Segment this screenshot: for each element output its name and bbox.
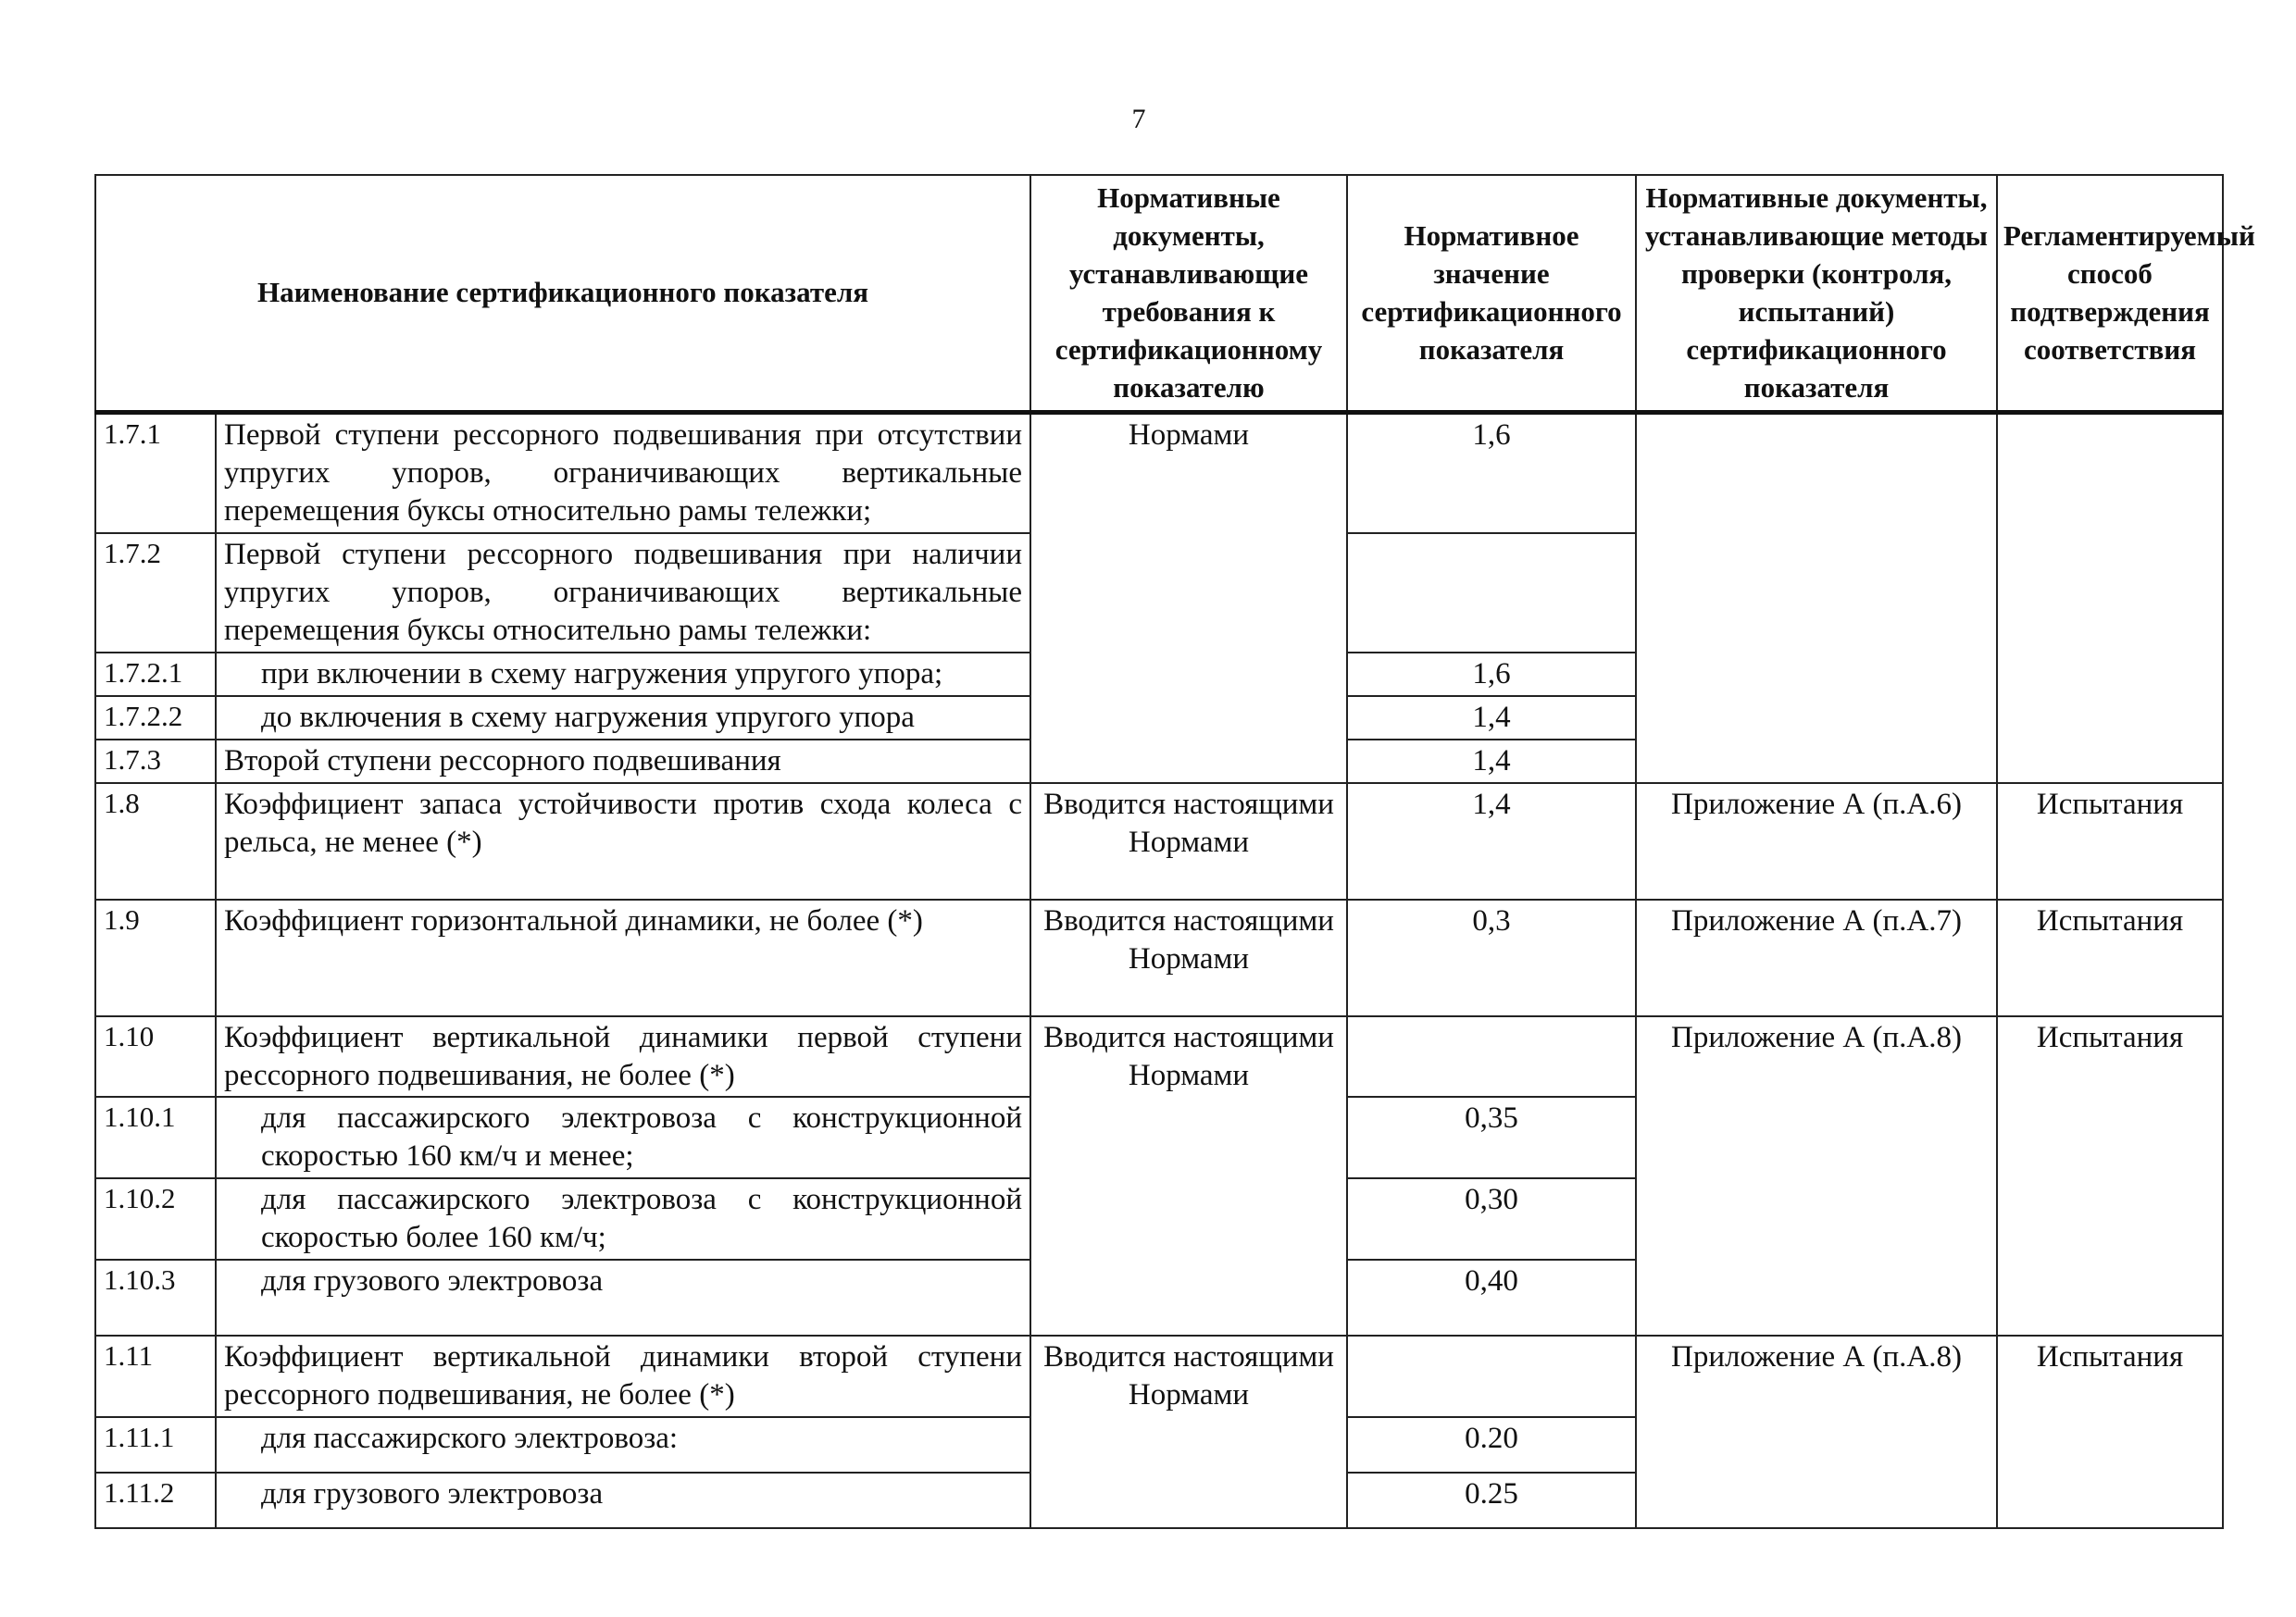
header-method-docs: Нормативные документы, устанавливающие методы проверки (контроля, испытаний) сертификационного показателя <box>1636 175 1997 413</box>
row-name: для грузового электровоза <box>216 1473 1030 1528</box>
norm-value: 0.20 <box>1347 1417 1636 1473</box>
row-name: Коэффициент горизонтальной динамики, не более (*) <box>216 900 1030 1016</box>
row-number: 1.7.2.1 <box>95 653 216 696</box>
confirmation-tests: Испытания <box>1997 1016 2223 1336</box>
row-number: 1.11 <box>95 1336 216 1417</box>
header-norm-docs: Нормативные документы, устанавливающие требования к сертификационному показателю <box>1030 175 1347 413</box>
row-name: Коэффициент вертикальной динамики второй ступени рессорного подвешивания, не более (*) <box>216 1336 1030 1417</box>
norm-value: 1,6 <box>1347 413 1636 533</box>
norm-value: 1,4 <box>1347 783 1636 900</box>
row-name: для грузового электровоза <box>216 1260 1030 1336</box>
row-name: для пассажирского электровоза с конструкционной скоростью 160 км/ч и менее; <box>216 1097 1030 1178</box>
row-name: при включении в схему нагружения упругого упора; <box>216 653 1030 696</box>
norm-value: 1,4 <box>1347 740 1636 783</box>
method-docs-appendix: Приложение А (п.А.8) <box>1636 1016 1997 1336</box>
norm-value: 1,6 <box>1347 653 1636 696</box>
row-number: 1.11.2 <box>95 1473 216 1528</box>
norm-value <box>1347 533 1636 653</box>
row-name: Первой ступени рессорного подвешивания при наличии упругих упоров, ограничивающих вертикальные перемещения буксы относительно рамы тележки: <box>216 533 1030 653</box>
row-number: 1.10.3 <box>95 1260 216 1336</box>
row-name: до включения в схему нагружения упругого упора <box>216 696 1030 740</box>
confirmation-tests: Испытания <box>1997 783 2223 900</box>
row-number: 1.7.1 <box>95 413 216 533</box>
header-norm-value: Нормативное значение сертификационного показателя <box>1347 175 1636 413</box>
row-number: 1.10 <box>95 1016 216 1098</box>
table-row <box>95 413 2223 533</box>
norm-docs-introduced: Вводится настоящими Нормами <box>1030 783 1347 900</box>
norm-value <box>1347 1336 1636 1417</box>
header-confirmation: Регламентируемый способ подтверждения соответствия <box>1997 175 2223 413</box>
row-number: 1.7.2 <box>95 533 216 653</box>
row-number: 1.7.2.2 <box>95 696 216 740</box>
norm-docs-introduced: Вводится настоящими Нормами <box>1030 1336 1347 1528</box>
table-row <box>95 1016 2223 1098</box>
method-docs-appendix: Приложение А (п.А.7) <box>1636 900 1997 1016</box>
norm-docs-introduced: Вводится настоящими Нормами <box>1030 900 1347 1016</box>
row-number: 1.10.2 <box>95 1178 216 1260</box>
row-name: Первой ступени рессорного подвешивания при отсутствии упругих упоров, ограничивающих вертикальные перемещения буксы относительно рамы тележки; <box>216 413 1030 533</box>
table-row <box>95 900 2223 1016</box>
row-number: 1.9 <box>95 900 216 1016</box>
table-row <box>95 783 2223 900</box>
method-docs-empty <box>1636 413 1997 783</box>
norm-value: 0,35 <box>1347 1097 1636 1178</box>
row-number: 1.8 <box>95 783 216 900</box>
header-name: Наименование сертификационного показателя <box>95 175 1030 413</box>
norm-value: 0,40 <box>1347 1260 1636 1336</box>
norm-docs-group-norms: Нормами <box>1030 413 1347 783</box>
norm-docs-introduced: Вводится настоящими Нормами <box>1030 1016 1347 1336</box>
row-name: для пассажирского электровоза: <box>216 1417 1030 1473</box>
method-docs-appendix: Приложение А (п.А.8) <box>1636 1336 1997 1528</box>
method-docs-appendix: Приложение А (п.А.6) <box>1636 783 1997 900</box>
norm-value: 0,3 <box>1347 900 1636 1016</box>
confirmation-empty <box>1997 413 2223 783</box>
norm-value: 1,4 <box>1347 696 1636 740</box>
table-row <box>95 1336 2223 1417</box>
row-name: для пассажирского электровоза с конструкционной скоростью более 160 км/ч; <box>216 1178 1030 1260</box>
confirmation-tests: Испытания <box>1997 1336 2223 1528</box>
norm-value <box>1347 1016 1636 1098</box>
row-name: Второй ступени рессорного подвешивания <box>216 740 1030 783</box>
row-number: 1.11.1 <box>95 1417 216 1473</box>
row-name: Коэффициент вертикальной динамики первой ступени рессорного подвешивания, не более (*) <box>216 1016 1030 1098</box>
header-row <box>95 175 2223 413</box>
page-number: 7 <box>1131 104 1146 134</box>
certification-table <box>94 174 2255 1529</box>
norm-value: 0,30 <box>1347 1178 1636 1260</box>
row-name: Коэффициент запаса устойчивости против схода колеса с рельса, не менее (*) <box>216 783 1030 900</box>
confirmation-tests: Испытания <box>1997 900 2223 1016</box>
row-number: 1.7.3 <box>95 740 216 783</box>
norm-value: 0.25 <box>1347 1473 1636 1528</box>
row-number: 1.10.1 <box>95 1097 216 1178</box>
